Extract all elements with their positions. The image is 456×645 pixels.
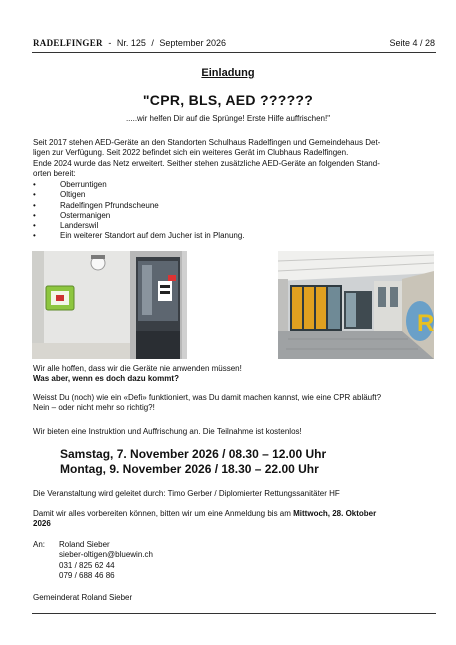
registration-deadline: Mittwoch, 28. Oktober: [293, 509, 377, 518]
contact-lines: [59, 540, 153, 581]
header-separator: -: [108, 38, 112, 48]
contact-label: An:: [33, 540, 46, 549]
photo-aed-cabinet: [32, 251, 187, 359]
headline: "CPR, BLS, AED ??????: [142, 92, 314, 108]
hope-paragraph: [33, 364, 437, 385]
contact-name: Roland Sieber: [59, 540, 110, 549]
list-item: • Ein weiterer Standort auf dem Jucher ist in Planung.: [33, 231, 245, 241]
list-item: • Oltigen: [33, 190, 245, 200]
list-item: • Radelfingen Pfrundscheune: [33, 201, 245, 211]
intro-paragraph: [33, 138, 437, 179]
issue-date: September 2026: [159, 38, 226, 48]
photo-hall-entrance-drawing: [278, 251, 434, 359]
photo-aed-cabinet-drawing: [32, 251, 187, 359]
footer-rule: [32, 613, 436, 614]
question-paragraph: [33, 393, 437, 414]
header-rule: [32, 52, 436, 53]
intro-line: Ende 2024 wurde das Netz erweitert. Seither stehen zusätzliche AED-Geräte an folgenden Stand-: [33, 158, 380, 168]
page-header: [33, 38, 435, 48]
registration-text: Damit wir alles vorbereiten können, bitten wir um eine Anmeldung bis am: [33, 509, 294, 518]
intro-line: Seit 2017 stehen AED-Geräte an den Standorten Schulhaus Radelfingen und Gemeindehaus Det-: [33, 138, 381, 147]
list-item: • Landerswil: [33, 221, 245, 231]
svg-text:R: R: [417, 310, 434, 337]
question-line: Nein – oder nicht mehr so richtig?!: [33, 403, 155, 413]
intro-line: ligen zur Verfügung. Seit 2022 befindet sich ein weiteres Gerät im Clubhaus Radelfingen.: [33, 148, 349, 158]
registration-deadline-year: 2026: [33, 519, 51, 529]
contact-mobile: 079 / 688 46 86: [59, 570, 115, 580]
offer-paragraph: Wir bieten eine Instruktion und Auffrischung an. Die Teilnahme ist kostenlos!: [33, 427, 302, 436]
header-left: [33, 38, 229, 48]
photo-hall-entrance: [278, 251, 434, 359]
event-date-monday: Montag, 9. November 2026 / 18.30 – 22.00 Uhr: [60, 462, 319, 476]
location-list: [33, 180, 245, 242]
section-title: Einladung: [201, 67, 255, 79]
event-date-saturday: Samstag, 7. November 2026 / 08.30 – 12.00 Uhr: [60, 447, 327, 461]
hope-line: Wir alle hoffen, dass wir die Geräte nie anwenden müssen!: [33, 364, 242, 373]
contact-email[interactable]: sieber-oltigen@bluewin.ch: [59, 550, 153, 560]
subtitle: .....wir helfen Dir auf die Sprünge! Erste Hilfe auffrischen!": [125, 114, 331, 123]
event-dates: [60, 447, 420, 477]
list-item: • Oberruntigen: [33, 180, 245, 190]
newsletter-brand: RADELFINGER: [33, 38, 103, 48]
header-slash: /: [151, 38, 154, 48]
registration-paragraph: [33, 509, 437, 530]
intro-line: orten bereit:: [33, 168, 76, 178]
issue-number: Nr. 125: [116, 38, 146, 48]
lead-paragraph: Die Veranstaltung wird geleitet durch: Timo Gerber / Diplomierter Rettungssanitäter HF: [33, 489, 340, 498]
contact-phone: 031 / 825 62 44: [59, 560, 115, 570]
hope-question: Was aber, wenn es doch dazu kommt?: [33, 374, 179, 384]
list-item: • Ostermanigen: [33, 211, 245, 221]
signature: Gemeinderat Roland Sieber: [33, 593, 133, 602]
page-number: Seite 4 / 28: [389, 38, 435, 48]
question-line: Weisst Du (noch) wie ein «Defi» funktioniert, was Du damit machen kannst, wie eine CPR abläuft?: [33, 393, 382, 402]
